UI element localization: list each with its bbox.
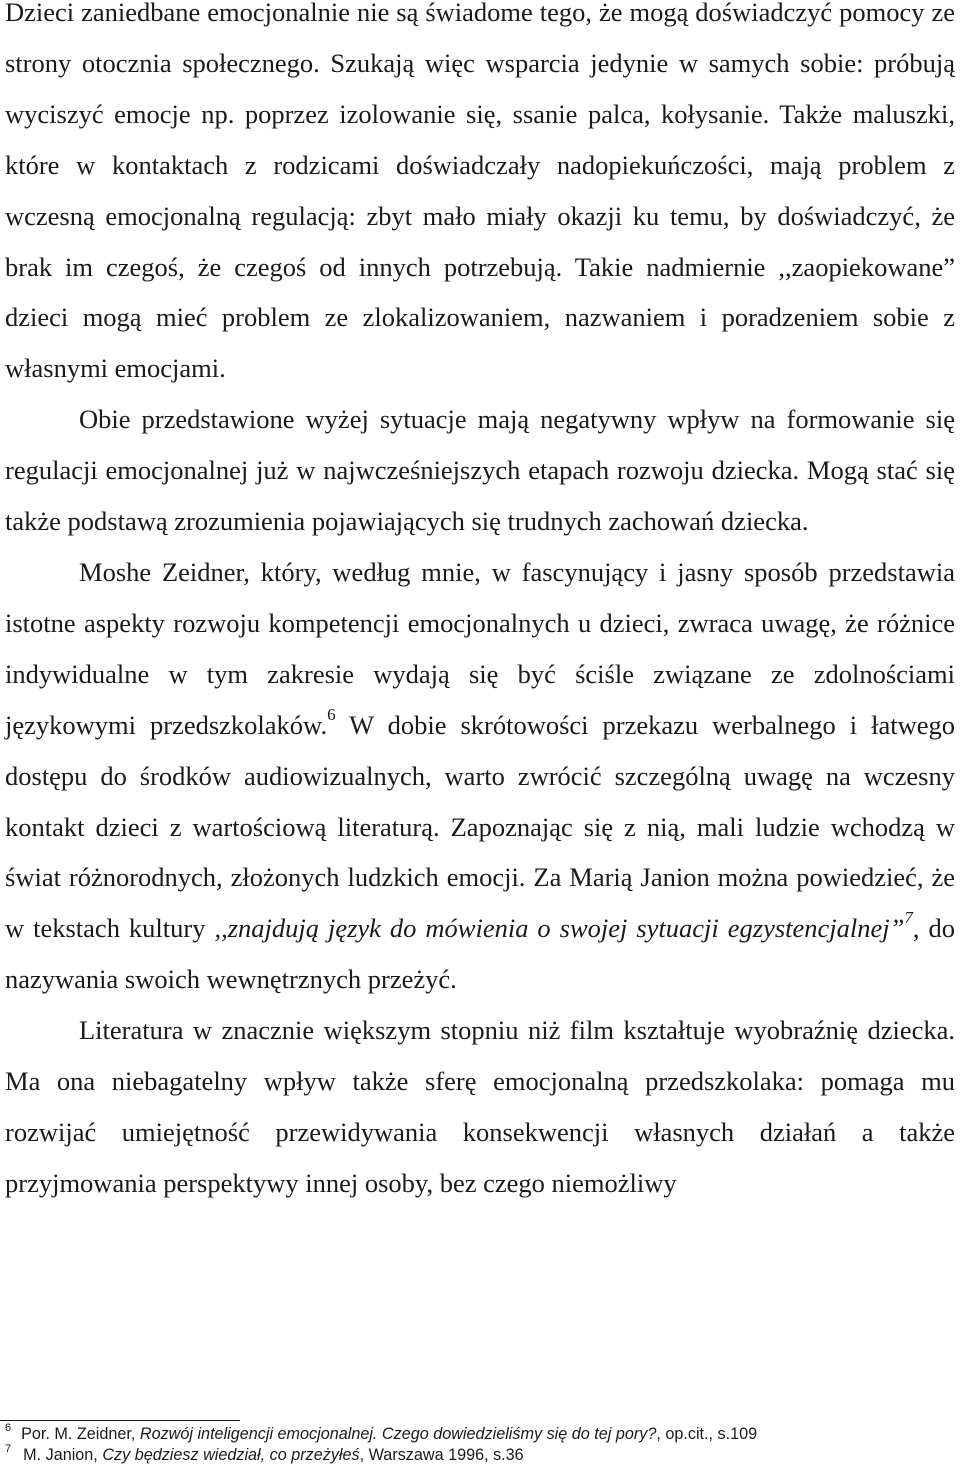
paragraph-4-text: Literatura w znacznie większym stopniu niż film kształtuje wyobraźnię dziecka. Ma ona niebagatelny wpływ także sferę emocjonalną przedszkolaka: pomaga mu rozwijać umiejętność przewidywania konsekwencji własnych działań a także przyjmowania perspektywy innej osoby, bez czego niemożliwy: [5, 1015, 955, 1198]
quote-italic: ,,znajdują język do mówienia o swojej sytuacji egzystencjalnej”: [214, 913, 905, 944]
footnote-number: 6: [5, 1421, 12, 1434]
paragraph-1: [5, 0, 955, 394]
paragraph-3-text-a: Moshe Zeidner, który, według mnie, w fascynujący i jasny sposób przedstawia istotne aspekty rozwoju kompetencji emocjonalnych u dzieci, zwraca uwagę, że różnice indywidualne w tym zakresie wydają się być ściśle związane ze zdolnościami językowymi przedszkolaków.: [5, 556, 955, 740]
footnote-number: 7: [5, 1442, 12, 1455]
paragraph-2-text: Obie przedstawione wyżej sytuacje mają negatywny wpływ na formowanie się regulacji emocjonalnej już w najwcześniejszych etapach rozwoju dziecka. Mogą stać się także podstawą zrozumienia pojawiających się trudnych zachowań dziecka.: [5, 404, 955, 537]
body-text: [5, 0, 955, 1209]
footnote-ref-6: 6: [327, 704, 336, 724]
footnote-lead: M. Janion,: [23, 1446, 103, 1464]
paragraph-3-text-c: , do nazywania swoich wewnętrznych przeżyć.: [5, 913, 955, 995]
footnote-lead: Por. M. Zeidner,: [21, 1425, 140, 1443]
footnote-7: [5, 1442, 955, 1466]
paragraph-2: [5, 394, 955, 547]
footnotes: [5, 1421, 955, 1466]
paragraph-3-text-b: W dobie skrótowości przekazu werbalnego i łatwego dostępu do środków audiowizualnych, warto zwrócić szczególną uwagę na wczesny kontakt dzieci z wartościową literaturą. Zapoznając się z nią, mali ludzie wchodzą w świat różnorodnych, złożonych ludzkich emocji. Za Marią Janion można powiedzieć, że w tekstach kultury: [5, 709, 955, 944]
footnote-tail: , op.cit., s.109: [656, 1425, 758, 1443]
paragraph-3: [5, 547, 955, 1005]
paragraph-1-text: Dzieci zaniedbane emocjonalnie nie są świadome tego, że mogą doświadczyć pomocy ze strony otocznia społecznego. Szukają więc wsparcia jedynie w samych sobie: próbują wyciszyć emocje np. poprzez izolowanie się, ssanie palca, kołysanie. Także maluszki, które w kontaktach z rodzicami doświadczały nadopiekuńczości, mają problem z wczesną emocjonalną regulacją: zbyt mało miały okazji ku temu, by doświadczyć, że brak im czegoś, że czegoś od innych potrzebują. Takie nadmiernie ,,zaopiekowane” dzieci mogą mieć problem ze zlokalizowaniem, nazwaniem i poradzeniem sobie z własnymi emocjami.: [5, 0, 955, 384]
footnote-title: Czy będziesz wiedział, co przeżyłeś: [102, 1446, 360, 1464]
paragraph-4: [5, 1005, 955, 1209]
footnote-6: [5, 1421, 955, 1445]
footnote-ref-7: 7: [904, 908, 913, 928]
footnote-separator: [0, 1420, 240, 1421]
footnote-tail: , Warszawa 1996, s.36: [359, 1446, 524, 1464]
footnote-title: Rozwój inteligencji emocjonalnej. Czego dowiedzieliśmy się do tej pory?: [139, 1425, 657, 1443]
